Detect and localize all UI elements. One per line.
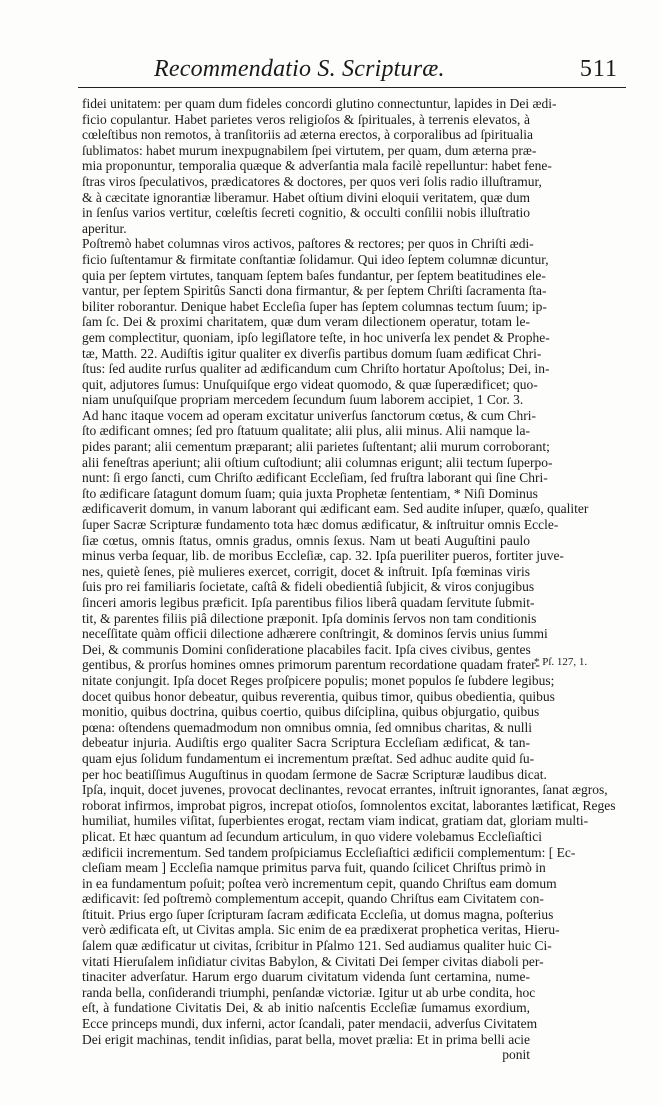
- text-line: quia per ſeptem virtutes, tanquam ſeptem baſes fundantur, per ſeptem beatitudines ele-: [82, 267, 546, 283]
- text-line: pœna: oſtendens quemadmodum non omnibus omnia, ſed omnibus charitas, & nulli: [82, 719, 532, 735]
- text-line: quit, adjutores ſumus: Unuſquiſque ergo videat quomodo, & quæ ſuperædificet; quo-: [82, 376, 538, 392]
- text-line: ficio ſuſtentamur & firmitate conſtantiæ ſolidamur. Qui ideo ſeptem columnæ dicuntur,: [82, 251, 549, 267]
- text-line: ſto ædificare ſatagunt domum ſuam; quia juxta Prophetæ ſententiam, * Niſi Dominus: [82, 485, 538, 501]
- page-header: [78, 56, 626, 90]
- text-line: tit, & parentes filiis piâ dilectione præponit. Ipſa dominis ſervos non tam conditionis: [82, 610, 537, 626]
- text-line: debeatur injuria. Audiſtis ergo qualiter Sacra Scriptura Eccleſiam ædificat, & tan-: [82, 735, 530, 751]
- text-line: eſt, à fundatione Civitatis Dei, & ab initio naſcentis Eccleſiæ ſumamus exordium,: [82, 1000, 530, 1016]
- text-line: fidei unitatem: per quam dum fideles concordi glutino connectuntur, lapides in Dei ædi-: [82, 96, 557, 111]
- text-line: minus verba ſequar, lib. de moribus Eccleſiæ, cap. 32. Ipſa pueriliter pueros, fortiter juve-: [82, 548, 564, 564]
- text-line: gentibus, & prorſus homines omnes primorum parentum recordatione quadam frater-: [82, 657, 540, 673]
- text-line: mia proponuntur, temporalia quæque & adverſantia mala facilè repelluntur: habet fene-: [82, 158, 552, 174]
- text-line: ſam ſc. Dei & proximi charitatem, quæ dum veram dilectionem operatur, totam le-: [82, 314, 530, 330]
- text-line: per hoc beatiſſimus Auguſtinus in quodam ſermone de Sacræ Scripturæ laudibus dicat.: [82, 766, 547, 782]
- text-line: Ad hanc itaque vocem ad operam excitatur univerſus ſanctorum cœtus, & cum Chri-: [82, 407, 536, 423]
- text-line: in ea fundamentum poſuit; poſtea verò incrementum cepit, quando Chriſtus eam domum: [82, 875, 557, 891]
- text-line: ſtras viros ſpeculativos, prædicatores & doctores, per quos veri ſolis radio illuſtramur,: [82, 173, 542, 189]
- text-line: roborat infirmos, improbat pigros, increpat otioſos, ſomnolentos excitat, laborantes lætificat, Reges: [82, 797, 616, 813]
- header-rule: [78, 87, 626, 88]
- text-line: gem complectitur, quoniam, ipſo legiſlatore teſte, in hoc univerſa lex pendet & Prophe-: [82, 329, 550, 345]
- text-line: ſiæ cœtus, omnis ſtatus, omnis gradus, omnis ſexus. Nam ut beati Auguſtini paulo: [82, 532, 530, 548]
- text-line: plicat. Et hæc quantum ad ſecundum articulum, in quo videre volebamus Eccleſiaſtici: [82, 828, 542, 844]
- text-line: ſto ædificant omnes; ſed pro ſtatuum qualitate; alii plus, alii minus. Alii namque la-: [82, 423, 530, 439]
- text-line: randa bella, conſiderandi triumphi, penſandæ victoriæ. Igitur ut ab urbe condita, hoc: [82, 984, 536, 1000]
- text-line: quam ejus ſolidum fundamentum ei incrementum præſtat. Sed adhuc audite quid ſu-: [82, 750, 535, 766]
- text-line: vitati Hieruſalem inſidiatur civitas Babylon, & Civitati Dei ſemper civitas diaboli per-: [82, 953, 544, 969]
- text-line: tinaciter adverſatur. Harum ergo duarum civitatum videnda ſunt certamina, nume-: [82, 969, 530, 985]
- text-line: aperitur.: [82, 220, 127, 236]
- text-line: ſinceri amoris legibus præficit. Ipſa parentibus filios liberâ quadam ſervitute ſubmit-: [82, 595, 535, 610]
- text-line: Dei, & communis Domini conſideratione placabiles facit. Ipſa cives civibus, gentes: [82, 641, 531, 657]
- margin-note: * Pſ. 127, 1.: [534, 656, 588, 668]
- text-line: niam unuſquiſque propriam mercedem ſecundum ſuum laborem accipiet, 1 Cor. 3.: [82, 392, 524, 408]
- text-line: cleſiam meam ] Eccleſia namque primitus parva fuit, quando ſcilicet Chriſtus primò in: [82, 860, 546, 876]
- text-line: nunt: ſi ergo ſancti, cum Chriſto ædificant Eccleſiam, ſed fruſtra laborant qui ſine Chri-: [82, 470, 548, 486]
- text-line: docet quibus honor debeatur, quibus reverentia, quibus timor, quibus obedientia, quibus: [82, 688, 555, 704]
- text-line: verò ædificata eſt, ut Civitas ampla. Sic enim de ea prædixerat prophetica veritas, Hieru-: [82, 922, 560, 938]
- text-line: ficio copulantur. Habet parietes veros religioſos & ſpirituales, à terrenis elevatos, à: [82, 111, 530, 127]
- text-line: tæ, Matth. 22. Audiſtis igitur qualiter ex diverſis partibus domum ſuam ædificat Chri-: [82, 345, 542, 361]
- text-line: ſtus: ſed audite rurſus qualiter ad ædificandum cum Chriſto hortatur Apoſtolus; Dei, in-: [82, 361, 550, 377]
- text-line: monitio, quibus doctrina, quibus coertio, quibus diſciplina, quibus objurgatio, quibus: [82, 704, 540, 720]
- text-line: ædificavit: ſed poſtremò complementum accepit, quando Chriſtus eam Civitatem con-: [82, 891, 544, 907]
- catchword: ponit: [502, 1047, 530, 1063]
- text-line: ſalem quæ ædificatur ut civitas, ſcribitur in Pſalmo 121. Sed audiamus qualiter huic Ci-: [82, 938, 552, 954]
- text-line: ædificii incrementum. Sed tandem proſpiciamus Eccleſiaſtici ædificii complementum: [ Ec-: [82, 844, 576, 860]
- running-title: Recommendatio S. Scripturæ.: [154, 56, 445, 82]
- text-line: ſtituit. Prius ergo ſuper ſcripturam ſacram ædificata Eccleſia, ut domus magna, poſterius: [82, 906, 554, 922]
- text-line: ſuper Sacræ Scripturæ fundamento tota hæc domus ædificatur, & inſtruitur omnis Eccle-: [82, 517, 559, 533]
- text-line: humiliat, humiles viſitat, ſuperbientes erogat, rectam viam indicat, gratiam dat, gloriam multi-: [82, 813, 589, 829]
- text-line: vantur, per ſeptem Spiritûs Sancti dona firmantur, & per ſeptem Chriſti ſacramenta ſta-: [82, 283, 547, 299]
- text-line: & à cæcitate ignorantiæ liberamur. Habet oſtium divini eloquii veritatem, quæ dum: [82, 189, 531, 205]
- text-line: ſuis pro rei familiaris ſocietate, caſtâ & fideli obedientiâ ſubjicit, & viros conjugibus: [82, 579, 535, 595]
- text-line: alii feneſtras aperiunt; alii oſtium cuſtodiunt; alii columnas erigunt; alii tectum ſuperpo-: [82, 454, 553, 470]
- text-line: nitate conjungit. Ipſa docet Reges proſpicere populis; monet populos ſe ſubdere legibus;: [82, 672, 555, 688]
- text-line: in ſenſus varios vertitur, cœleſtis ſecreti cognitio, & occulti conſilii nobis illuſtratio: [82, 205, 530, 221]
- text-line: Poſtremò habet columnas viros activos, paſtores & rectores; per quos in Chriſti ædi-: [82, 236, 534, 252]
- text-line: Ipſa, inquit, docet juvenes, provocat declinantes, revocat errantes, inſtruit ignorantes, ſanat ægros,: [82, 782, 608, 798]
- text-line: Dei erigit machinas, tendit inſidias, parat bella, movet prælia: Et in prima belli acie: [82, 1031, 530, 1047]
- text-line: ædificaverit domum, in vanum laborant qui ædificant eam. Sed audite inſuper, quæſo, qualiter: [82, 501, 589, 517]
- text-line: Ecce princeps mundi, dux inferni, actor ſcandali, pater mendacii, adverſus Civitatem: [82, 1016, 538, 1032]
- text-line: nes, quietè ſenes, piè mulieres exercet, corrigit, docet & inſtruit. Ipſa fœminas viris: [82, 563, 530, 579]
- text-line: pides parant; alii cementum præparant; alii parietes ſuſtentant; alii murum corroborant;: [82, 439, 550, 455]
- text-line: cœleſtibus non remotos, à tranſitoriis ad æterna erectos, à corporalibus ad ſpiritualia: [82, 127, 533, 143]
- text-line: biliter roborantur. Denique habet Eccleſia ſuper has ſeptem columnas tectum ſuum; ip-: [82, 298, 547, 314]
- text-line: ſublimatos: habet murum inexpugnabilem ſpei virtutem, per quam, dum æterna præ-: [82, 142, 537, 158]
- page-number: 511: [579, 56, 618, 82]
- text-line: neceſſitate quàm officii dilectione adhærere conſtringit, & dominos ſervis unius ſummi: [82, 626, 548, 642]
